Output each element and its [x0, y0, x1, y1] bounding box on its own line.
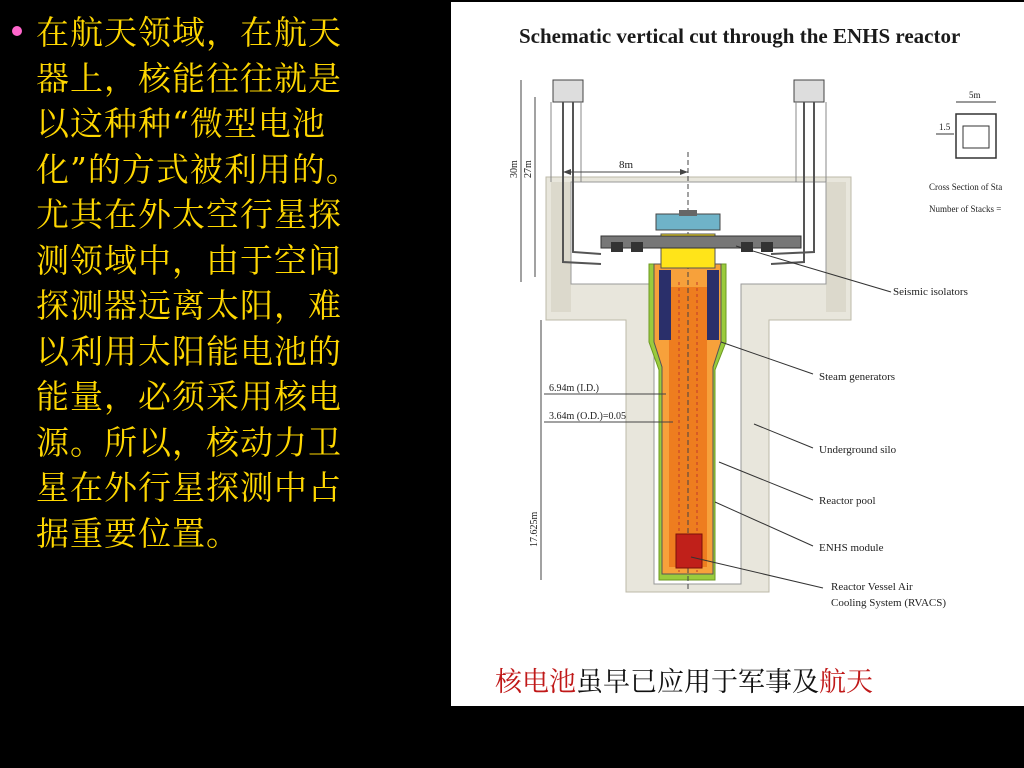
inset-cross-section	[956, 114, 996, 158]
label-enhs-module: ENHS module	[819, 542, 884, 554]
top-cover	[656, 214, 720, 230]
bullet-line: 以利用太阳能电池的	[36, 331, 342, 371]
label-steam-generators: Steam generators	[819, 371, 896, 383]
bullet-text	[36, 10, 416, 556]
stack-left-top	[553, 80, 583, 102]
bullet-line: 据重要位置。	[36, 513, 240, 553]
concrete-side-right	[826, 182, 846, 312]
bullet-line: 能量，必须采用核电	[36, 377, 342, 416]
isolator-4	[761, 242, 773, 252]
concrete-side-left	[551, 182, 571, 312]
bullet-line: 以这种种“微型电池	[36, 104, 326, 143]
figure-caption	[495, 660, 873, 699]
label-inset-5m: 5m	[969, 90, 981, 100]
label-rvacs-line2: Cooling System (RVACS)	[831, 597, 947, 609]
isolator-1	[611, 242, 623, 252]
label-rvacs-line1: Reactor Vessel Air	[831, 581, 913, 593]
bullet-line: 探测器远离太阳，难	[36, 286, 342, 325]
label-number-of-stacks: Number of Stacks =	[929, 204, 1002, 214]
reactor-core	[676, 534, 702, 568]
dim-od: 3.64m (O.D.)=0.05	[549, 411, 627, 422]
label-inset-1-5: 1.5	[939, 122, 951, 132]
caption-middle: 虽早已应用于军事及	[576, 667, 819, 698]
label-cross-section: Cross Section of Sta	[929, 182, 1003, 192]
dim-8m: 8m	[619, 159, 634, 171]
steam-generator-left	[659, 270, 671, 340]
caption-highlight-nuclear-battery: 核电池	[495, 667, 576, 698]
schematic-drawing	[451, 2, 1024, 706]
bullet-line: 测领域中，由于空间	[36, 240, 342, 280]
reactor-schematic-figure	[451, 2, 1024, 706]
figure-title: Schematic vertical cut through the ENHS reactor	[519, 24, 961, 48]
dim-27m: 27m	[523, 160, 534, 178]
dim-id: 6.94m (I.D.)	[549, 383, 599, 394]
bullet-line: 尤其在外太空行星探	[36, 195, 342, 234]
bullet-line: 化”的方式被利用的。	[36, 149, 360, 189]
bullet-dot-icon	[12, 26, 22, 36]
steam-generator-right	[707, 270, 719, 340]
isolator-2	[631, 242, 643, 252]
label-reactor-pool: Reactor pool	[819, 495, 876, 507]
label-seismic-isolators: Seismic isolators	[893, 286, 968, 298]
caption-highlight-aerospace: 航天	[819, 667, 873, 698]
stack-right-top	[794, 80, 824, 102]
bullet-point	[12, 10, 442, 556]
bullet-line: 器上，核能往往就是	[36, 58, 342, 98]
bullet-line: 星在外行星探测中占	[36, 468, 342, 507]
dim-17m: 17.625m	[529, 511, 540, 547]
dim-30m: 30m	[509, 160, 520, 178]
bullet-line: 源。所以，核动力卫	[36, 422, 342, 462]
bullet-line: 在航天领域，在航天	[36, 13, 342, 52]
label-underground-silo: Underground silo	[819, 444, 897, 456]
